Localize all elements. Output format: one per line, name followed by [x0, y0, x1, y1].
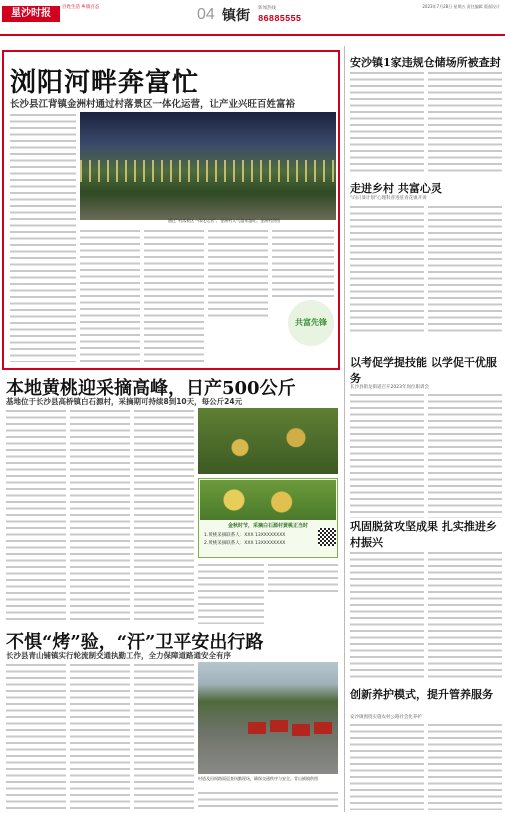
- lead-body-column: [272, 228, 334, 298]
- dateline: 2023年7月28日 星期五 责任编辑 版面设计: [422, 4, 500, 9]
- hotline-number: 86885555: [258, 14, 302, 24]
- ad-title: 金秋时节，采摘白石源村黄桃正当时: [227, 523, 308, 529]
- truck-shape: [248, 722, 266, 734]
- right-story-5-body: [350, 722, 424, 810]
- right-story-2-headline: 走进乡村 共富心灵: [350, 182, 442, 195]
- newspaper-logo: 星沙时报: [2, 6, 60, 22]
- middle-headline: 本地黄桃迎采摘高峰，日产500公斤: [6, 378, 296, 399]
- right-story-5-headline: 创新养护模式，提升管养服务: [350, 688, 493, 701]
- page-number: 04: [197, 6, 215, 23]
- right-story-3-subhead: 长沙县街龙街道召开2023年岗位职训会: [350, 385, 429, 390]
- bottom-body-column: [198, 790, 338, 810]
- ad-contact-line: 1.黄桃采摘联系人：XXX 13XXXXXXXX: [204, 533, 286, 538]
- qr-code-icon: [318, 528, 336, 546]
- middle-deck: 基地位于长沙县高桥镇白石源村，采摘期可持续8到10天，每公斤24元: [6, 397, 243, 406]
- lead-headline: 浏阳河畔奔富忙: [10, 68, 200, 98]
- right-story-2-body: [350, 204, 424, 332]
- lead-photo-caption: 通过“村落景区一体化运营”，金洲村人气越来越旺。金洲村供图: [168, 218, 281, 223]
- header-rule: [0, 34, 505, 36]
- bottom-body-column: [6, 662, 66, 810]
- lead-body-column: [208, 228, 268, 318]
- ad-contact-line: 2.黄桃采摘联系人：XXX 13XXXXXXXX: [204, 541, 286, 546]
- truck-shape: [292, 724, 310, 736]
- right-story-3-body: [350, 392, 424, 518]
- bottom-deck: 长沙县青山铺镇实行轮流制交通执勤工作，全力保障道路通安全有序: [6, 651, 231, 660]
- lead-body-column: [80, 228, 140, 362]
- right-story-4-body: [428, 550, 502, 680]
- bottom-body-column: [134, 662, 194, 810]
- middle-body-column: [6, 408, 66, 624]
- lead-body-column: [10, 112, 76, 362]
- truck-shape: [314, 722, 332, 734]
- section-name: 镇街: [222, 8, 250, 24]
- bottom-body-column: [70, 662, 130, 810]
- right-story-2-subhead: “向日葵计划”心理科普进驻青花镇开讲: [350, 196, 427, 201]
- ad-peach-photo: [200, 480, 336, 520]
- right-story-1-headline: 安沙镇1家违规仓储场所被查封: [350, 56, 501, 69]
- column-divider: [344, 46, 345, 812]
- right-story-4-body: [350, 550, 424, 680]
- lead-photo: [80, 112, 336, 220]
- yellow-peach-photo: [198, 408, 338, 474]
- middle-body-column: [134, 408, 194, 624]
- right-story-2-body: [428, 204, 502, 332]
- middle-body-column: [70, 408, 130, 624]
- road-trucks-photo: [198, 662, 338, 774]
- truck-shape: [270, 720, 288, 732]
- right-story-3-headline: 以考促学提技能 以学促干优服务: [350, 356, 497, 385]
- right-story-4-headline: 巩固脱贫攻坚成果 扎实推进乡村振兴: [350, 520, 497, 549]
- right-story-5-subhead: 安沙镇围绕实施农村公路社会化养护: [350, 715, 422, 720]
- right-story-1-body: [350, 70, 424, 176]
- right-story-3-body: [428, 392, 502, 518]
- logo-subtitle: 百姓生活 乡镇百态: [62, 5, 100, 10]
- hotline-label: 新闻热线: [258, 6, 276, 11]
- lead-body-column: [144, 228, 204, 362]
- middle-body-column: [268, 562, 338, 592]
- middle-body-column: [198, 562, 264, 624]
- bottom-headline: 不惧“烤”验，“汗”卫平安出行路: [6, 632, 264, 653]
- right-story-5-body: [428, 722, 502, 810]
- right-story-1-body: [428, 70, 502, 176]
- bottom-photo-caption: 村道及田间路面巡查执勤现场，确保交通秩序与安全。青山铺镇供图: [198, 776, 318, 781]
- lead-deck: 长沙县江背镇金洲村通过村落景区一体化运营，让产业兴旺百姓富裕: [10, 99, 296, 110]
- common-prosperity-seal: 共富先锋: [288, 300, 334, 346]
